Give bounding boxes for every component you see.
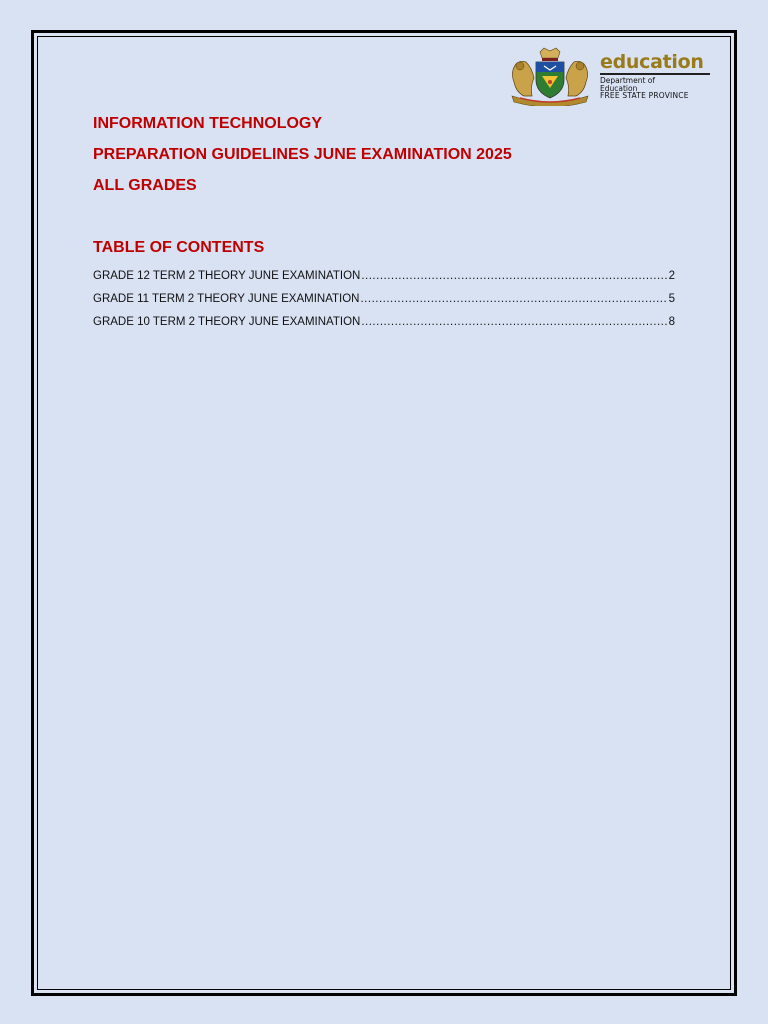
toc-leader-dots [360, 293, 667, 305]
toc-entry-label: GRADE 11 TERM 2 THEORY JUNE EXAMINATION [93, 293, 360, 305]
subject-heading: INFORMATION TECHNOLOGY [93, 115, 323, 132]
logo-department-line2: Education [600, 83, 638, 93]
logo-text [600, 52, 716, 100]
toc-entry-grade-11[interactable] [93, 293, 675, 316]
department-logo [506, 46, 716, 106]
toc-leader-dots [361, 316, 667, 328]
coat-of-arms-icon [506, 46, 594, 106]
toc-entry-page: 5 [668, 293, 675, 305]
logo-department-line1: Department of [600, 76, 655, 85]
toc-entry-page: 2 [668, 270, 675, 282]
toc-entry-label: GRADE 10 TERM 2 THEORY JUNE EXAMINATION [93, 316, 361, 328]
document-title-heading: PREPARATION GUIDELINES JUNE EXAMINATION 2025 [93, 146, 512, 163]
toc-title: TABLE OF CONTENTS [93, 239, 265, 256]
toc-entry-grade-10[interactable] [93, 316, 675, 339]
grades-heading: ALL GRADES [93, 177, 197, 194]
toc-entry-page: 8 [668, 316, 675, 328]
page-border [31, 30, 737, 996]
logo-wordmark: education [600, 52, 710, 75]
toc-entry-grade-12[interactable] [93, 270, 675, 293]
table-of-contents [93, 270, 675, 339]
toc-entry-label: GRADE 12 TERM 2 THEORY JUNE EXAMINATION [93, 270, 361, 282]
toc-leader-dots [361, 270, 667, 282]
logo-province: FREE STATE PROVINCE [600, 91, 689, 101]
